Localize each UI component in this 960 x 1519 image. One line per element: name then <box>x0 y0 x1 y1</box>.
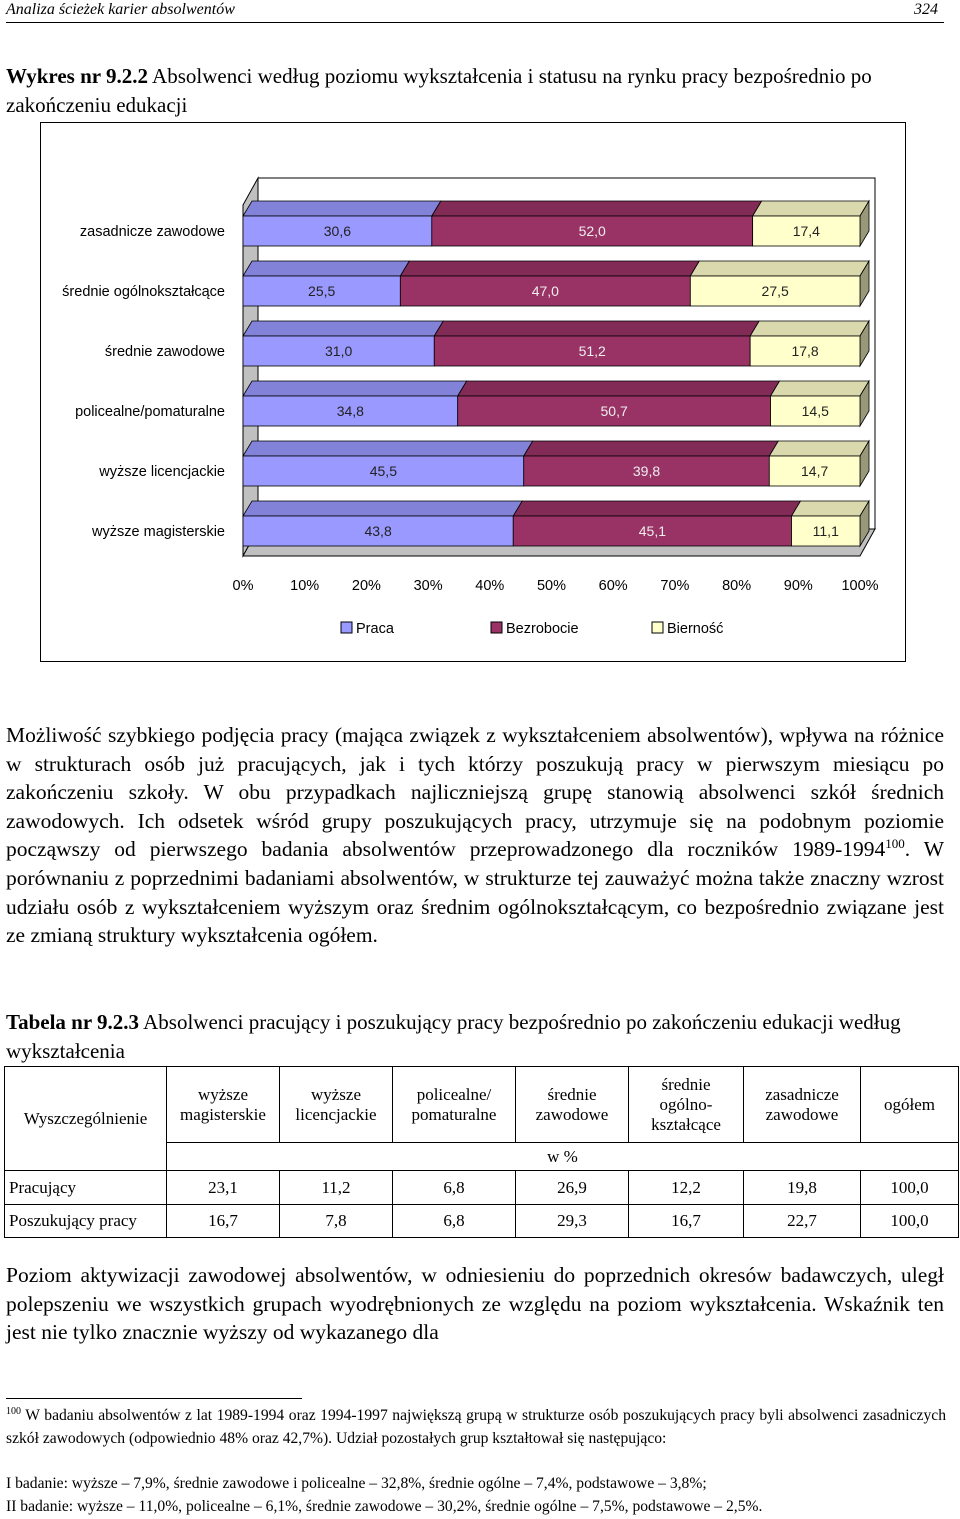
footnote-line: I badanie: wyższe – 7,9%, średnie zawodowe i policealne – 32,8%, średnie ogólne – 7,4%, podstawowe – 3,8%; <box>6 1475 707 1492</box>
bar-top <box>243 501 522 516</box>
category-label: średnie ogólnokształcące <box>62 284 225 300</box>
row-label: Poszukujący pracy <box>5 1205 167 1238</box>
legend-swatch <box>652 622 663 633</box>
data-label: 30,6 <box>323 223 352 239</box>
col-header: wyższe magisterskie <box>167 1067 280 1143</box>
x-tick-label: 30% <box>413 578 443 594</box>
col-header: ogółem <box>861 1067 959 1143</box>
table-cell: 16,7 <box>167 1205 280 1238</box>
paragraph-2: Poziom aktywizacji zawodowej absolwentów, w odniesieniu do poprzednich okresów badawczych, uległ polepszeniu we wszystkich grupach wyodrębnionych ze względu na poziom wykształcenia. Wskaźnik ten jest nie tylko znacznie wyższy od wykazanego dla <box>6 1263 944 1345</box>
footnote-line: II badanie: wyższe – 11,0%, policealne – 6,1%, średnie zawodowe – 30,2%, średnie ogólne – 7,5%, podstawowe – 2,5%. <box>6 1498 763 1515</box>
data-label: 31,0 <box>325 343 353 359</box>
table-cell: 19,8 <box>744 1171 861 1205</box>
data-label: 39,8 <box>632 463 661 479</box>
bar-top <box>753 201 869 216</box>
table-cell: 29,3 <box>516 1205 629 1238</box>
data-label: 14,5 <box>801 403 829 419</box>
figure-caption-text: Absolwenci według poziomu wykształcenia i statusu na rynku pracy bezpośrednio po zakończeniu edukacji <box>6 64 872 117</box>
data-label: 25,5 <box>308 283 336 299</box>
data-label: 14,7 <box>801 463 829 479</box>
table-caption <box>6 1008 946 1066</box>
legend-swatch <box>341 622 352 633</box>
legend-label: Praca <box>356 621 394 637</box>
x-tick-label: 20% <box>351 578 381 594</box>
legend-swatch <box>491 622 502 633</box>
data-label: 27,5 <box>761 283 789 299</box>
data-label: 34,8 <box>336 403 364 419</box>
category-label: zasadnicze zawodowe <box>79 224 225 240</box>
table-cell: 11,2 <box>280 1171 393 1205</box>
table-row <box>5 1205 959 1238</box>
x-tick-label: 80% <box>722 578 752 594</box>
table-cell: 100,0 <box>861 1205 959 1238</box>
x-tick-label: 0% <box>232 578 254 594</box>
col-header: średnie zawodowe <box>516 1067 629 1143</box>
data-label: 50,7 <box>600 403 628 419</box>
paragraph-1-part-a: Możliwość szybkiego podjęcia pracy (mająca związek z wykształceniem absolwentów), wpływa na różnice w strukturach osób już pracujących, jak i tych którzy poszukują pracy w pierwszym miesiącu po zakończeniu szkoły. W obu przypadkach najliczniejszą grupę stanowią absolwenci szkół średnich zawodowych. Ich odsetek wśród grupy poszukujących pracy, utrzymuje się na podobnym poziomie począwszy od pierwszego badania absolwentów przeprowadzonego dla roczników 1989-1994 <box>6 723 944 862</box>
table-cell: 6,8 <box>393 1205 516 1238</box>
bar-top <box>243 321 443 336</box>
category-label: policealne/pomaturalne <box>75 404 225 420</box>
data-label: 47,0 <box>531 283 559 299</box>
x-tick-label: 60% <box>598 578 628 594</box>
bar-top <box>434 321 759 336</box>
footnote-number: 100 <box>6 1405 21 1417</box>
table-row <box>5 1171 959 1205</box>
footnote-ref: 100 <box>885 836 905 852</box>
bar-top <box>524 441 779 456</box>
col-header: zasadnicze zawodowe <box>744 1067 861 1143</box>
bar-top <box>690 261 869 276</box>
table-cell: 22,7 <box>744 1205 861 1238</box>
table-cell: 7,8 <box>280 1205 393 1238</box>
table-cell: 23,1 <box>167 1171 280 1205</box>
bar-top <box>243 441 533 456</box>
x-tick-label: 100% <box>841 578 879 594</box>
chart-frame <box>40 122 906 662</box>
data-label: 17,8 <box>791 343 819 359</box>
bar-top <box>750 321 869 336</box>
x-tick-label: 70% <box>660 578 690 594</box>
data-label: 45,5 <box>369 463 397 479</box>
row-label: Pracujący <box>5 1171 167 1205</box>
category-label: wyższe licencjackie <box>99 464 225 480</box>
figure-caption <box>6 62 946 120</box>
bar-top <box>771 381 869 396</box>
bar-top <box>769 441 869 456</box>
data-label: 45,1 <box>638 523 667 539</box>
table-corner: Wyszczególnienie <box>5 1067 167 1171</box>
page-number: 324 <box>914 1 938 18</box>
data-label: 11,1 <box>812 523 839 539</box>
bar-top <box>792 501 869 516</box>
bar-top <box>432 201 762 216</box>
data-label: 43,8 <box>364 523 392 539</box>
unit-label: w % <box>167 1143 959 1171</box>
bar-top <box>243 261 409 276</box>
bar-top <box>458 381 780 396</box>
legend-label: Bierność <box>667 621 724 637</box>
bar-top <box>243 381 467 396</box>
bar-top <box>513 501 800 516</box>
data-label: 17,4 <box>792 223 820 239</box>
table-label: Tabela nr 9.2.3 <box>6 1010 140 1034</box>
x-tick-label: 50% <box>536 578 567 594</box>
x-tick-label: 40% <box>475 578 505 594</box>
paragraph-1-part-b: . W porównaniu z poprzednimi badaniami absolwentów, w strukturze tej zauważyć można także znaczny wzrost udziału osób z wykształceniem wyższym oraz średnim ogólnokształcącym, co bezpośrednio związane jest ze zmianą struktury wykształcenia ogółem. <box>6 837 944 948</box>
footnote-separator <box>6 1398 302 1399</box>
legend-label: Bezrobocie <box>506 621 579 637</box>
bar-top <box>400 261 699 276</box>
footnote-100 <box>6 1405 946 1450</box>
table-caption-text: Absolwenci pracujący i poszukujący pracy bezpośrednio po zakończeniu edukacji według wykształcenia <box>6 1010 901 1063</box>
table-header-row <box>5 1067 959 1143</box>
data-table <box>4 1066 959 1238</box>
table-cell: 26,9 <box>516 1171 629 1205</box>
paragraph-1 <box>6 721 944 950</box>
table-cell: 16,7 <box>629 1205 744 1238</box>
category-label: wyższe magisterskie <box>92 524 225 540</box>
col-header: średnie ogólno- kształcące <box>629 1067 744 1143</box>
x-tick-label: 90% <box>783 578 813 594</box>
data-label: 51,2 <box>578 343 606 359</box>
bar-top <box>243 201 441 216</box>
category-label: średnie zawodowe <box>104 344 225 360</box>
table-cell: 6,8 <box>393 1171 516 1205</box>
footnote-text: W badaniu absolwentów z lat 1989-1994 oraz 1994-1997 największą grupą w strukturze osób poszukujących pracy byli absolwenci zasadniczych szkół zawodowych (odpowiednio 48% oraz 42,7%). Udział pozostałych grup kształtował się następująco: <box>6 1407 946 1447</box>
running-header <box>6 0 944 23</box>
table-cell: 12,2 <box>629 1171 744 1205</box>
running-header-title: Analiza ścieżek karier absolwentów <box>6 1 235 18</box>
col-header: wyższe licencjackie <box>280 1067 393 1143</box>
data-label: 52,0 <box>578 223 606 239</box>
figure-label: Wykres nr 9.2.2 <box>6 64 148 88</box>
stacked-bar-chart <box>41 123 904 660</box>
col-header: policealne/ pomaturalne <box>393 1067 516 1143</box>
x-tick-label: 10% <box>290 578 320 594</box>
table-cell: 100,0 <box>861 1171 959 1205</box>
